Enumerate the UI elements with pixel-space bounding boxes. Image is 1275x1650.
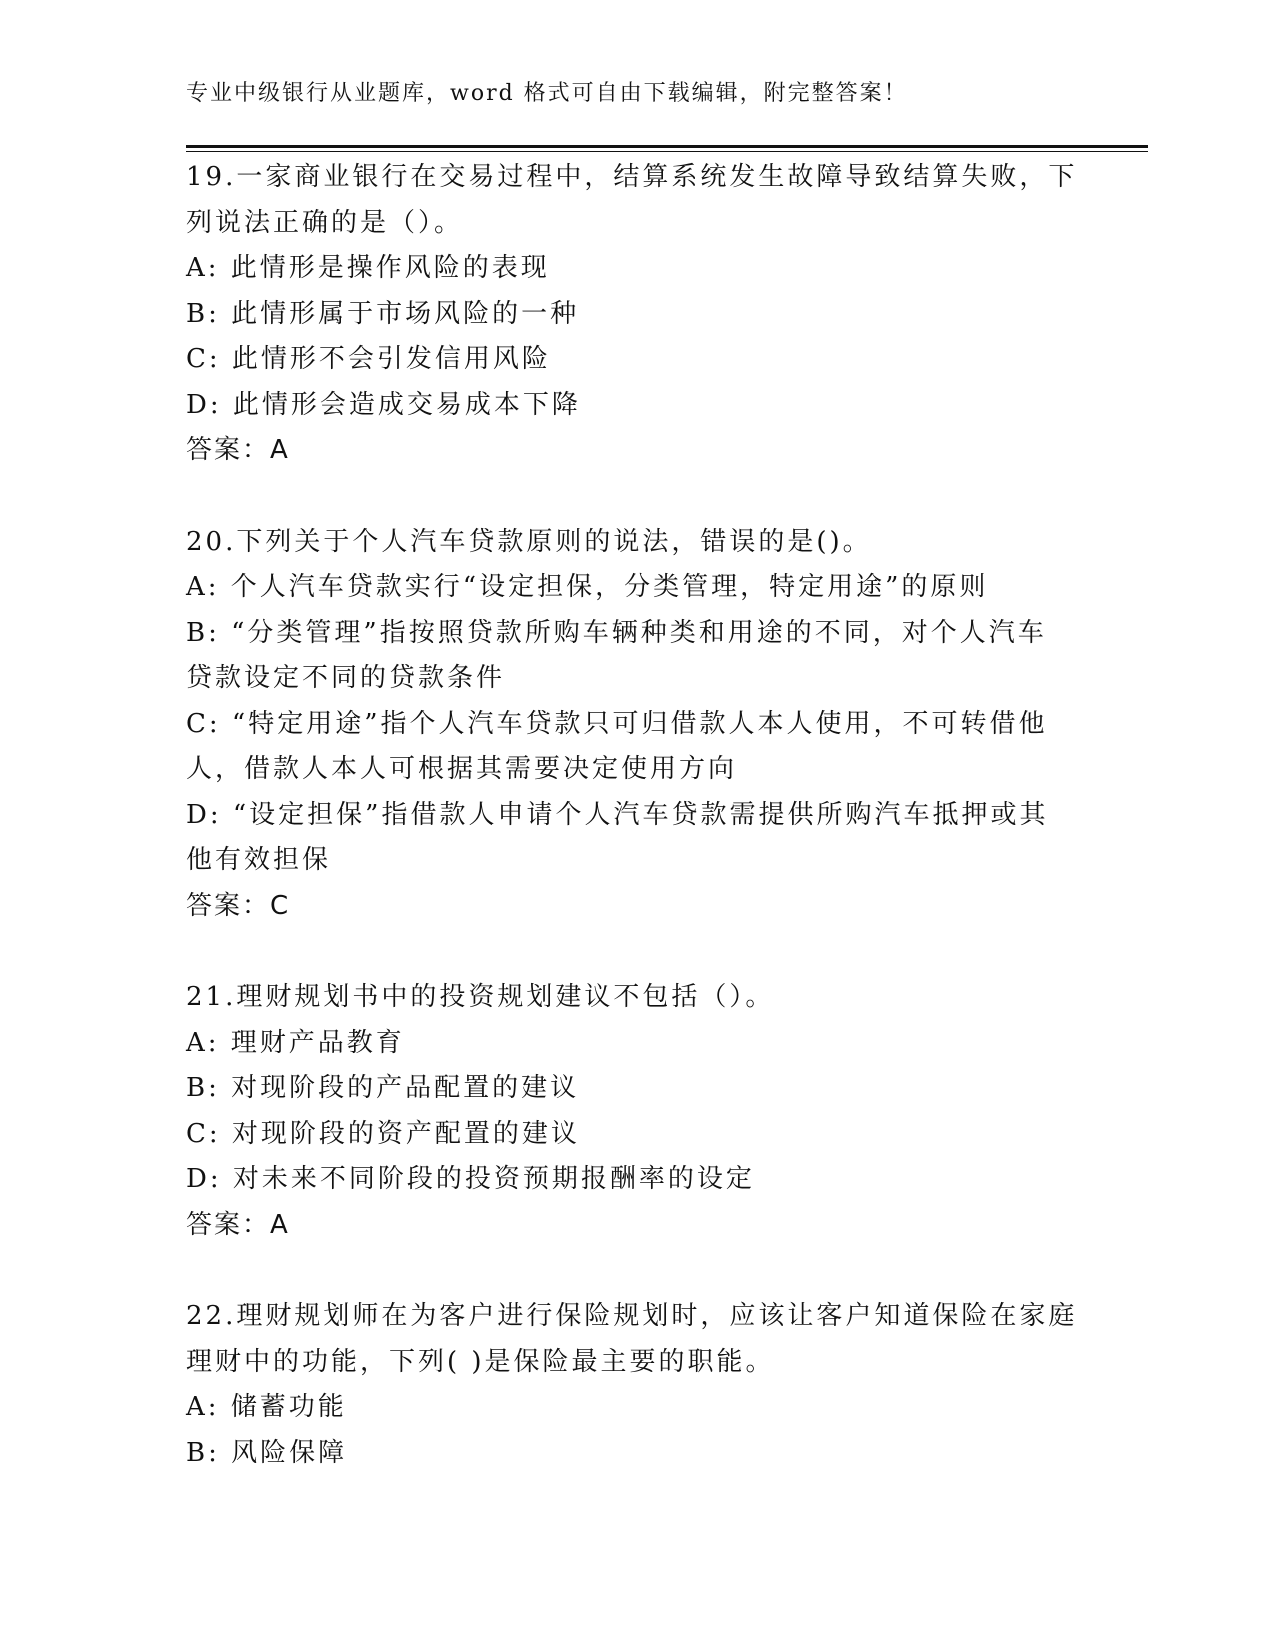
option-a: A: 个人汽车贷款实行“设定担保，分类管理，特定用途”的原则 (186, 572, 989, 602)
option-c: C: “特定用途”指个人汽车贷款只可归借款人本人使用，不可转借他 (186, 708, 1048, 739)
option-c: C: 此情形不会引发信用风险 (186, 344, 551, 374)
question-stem-line: 22.理财规划师在为客户进行保险规划时，应该让客户知道保险在家庭 (186, 1301, 1078, 1331)
question-stem-line: 21.理财规划书中的投资规划建议不包括（）。 (186, 982, 775, 1012)
question-stem-line: 理财中的功能，下列( )是保险最主要的职能。 (186, 1346, 775, 1377)
question-stem-line: 20.下列关于个人汽车贷款原则的说法，错误的是()。 (186, 526, 872, 557)
answer-line: 答案：C (186, 890, 291, 921)
option-d-continued: 他有效担保 (186, 845, 332, 875)
question-stem-line: 列说法正确的是（）。 (186, 207, 464, 238)
option-b-continued: 贷款设定不同的贷款条件 (186, 663, 506, 693)
answer-line: 答案：A (186, 435, 290, 465)
question-stem-line: 19.一家商业银行在交易过程中，结算系统发生故障导致结算失败，下 (186, 162, 1078, 192)
question-20 (186, 520, 1086, 930)
answer-line: 答案：A (186, 1209, 290, 1240)
option-a: A: 此情形是操作风险的表现 (186, 253, 550, 283)
option-b: B: 对现阶段的产品配置的建议 (186, 1073, 580, 1103)
option-a: A: 储蓄功能 (186, 1392, 347, 1422)
option-d: D: 对未来不同阶段的投资预期报酬率的设定 (186, 1164, 755, 1194)
question-22 (186, 1294, 1086, 1476)
option-c: C: 对现阶段的资产配置的建议 (186, 1118, 580, 1149)
header-rule-thin (186, 151, 1148, 152)
question-list (186, 155, 1086, 1522)
page-header: 专业中级银行从业题库，word 格式可自由下载编辑，附完整答案！ (186, 81, 908, 106)
question-19 (186, 155, 1086, 474)
option-b: B: “分类管理”指按照贷款所购车辆种类和用途的不同，对个人汽车 (186, 617, 1047, 648)
option-b: B: 此情形属于市场风险的一种 (186, 298, 580, 329)
question-21 (186, 975, 1086, 1248)
option-c-continued: 人，借款人本人可根据其需要决定使用方向 (186, 754, 738, 784)
option-a: A: 理财产品教育 (186, 1027, 405, 1058)
option-b: B: 风险保障 (186, 1437, 348, 1468)
option-d: D: “设定担保”指借款人申请个人汽车贷款需提供所购汽车抵押或其 (186, 799, 1049, 830)
option-d: D: 此情形会造成交易成本下降 (186, 389, 581, 420)
header-rule-thick (186, 145, 1148, 148)
